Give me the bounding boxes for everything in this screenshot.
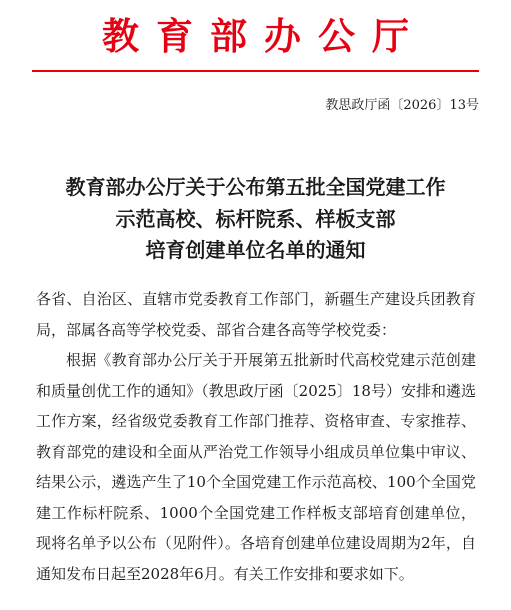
- document-body: [36, 284, 476, 589]
- title-line-1: 教育部办公厅关于公布第五批全国党建工作: [65, 175, 446, 199]
- title-line-2: 示范高校、标杆院系、样板支部: [115, 206, 396, 231]
- document-title: [0, 172, 511, 267]
- document-number: 教思政厅函〔2026〕13号: [325, 98, 479, 113]
- title-line-3: 培育创建单位名单的通知: [145, 238, 366, 262]
- masthead-title: 教育部办公厅: [102, 14, 426, 58]
- salutation: 各省、自治区、直辖市党委教育工作部门，新疆生产建设兵团教育局，部属各高等学校党委、部省合建各高等学校党委：: [36, 290, 476, 339]
- masthead-divider: [32, 70, 479, 72]
- body-paragraph-1: 根据《教育部办公厅关于开展第五批新时代高校党建示范创建和质量创优工作的通知》（教思政厅函〔2025〕18号）安排和遴选工作方案，经省级党委教育工作部门推荐、资格审查、专家推荐、教育部党的建设和全面从严治党工作领导小组成员单位集中审议、结果公示，遴选产生了10个全国党建工作示范高校、100个全国党建工作标杆院系、1000个全国党建工作样板支部培育创建单位，现将名单予以公布（见附件）。各培育创建单位建设周期为2年，自通知发布日起至2028年6月。有关工作安排和要求如下。: [36, 351, 476, 583]
